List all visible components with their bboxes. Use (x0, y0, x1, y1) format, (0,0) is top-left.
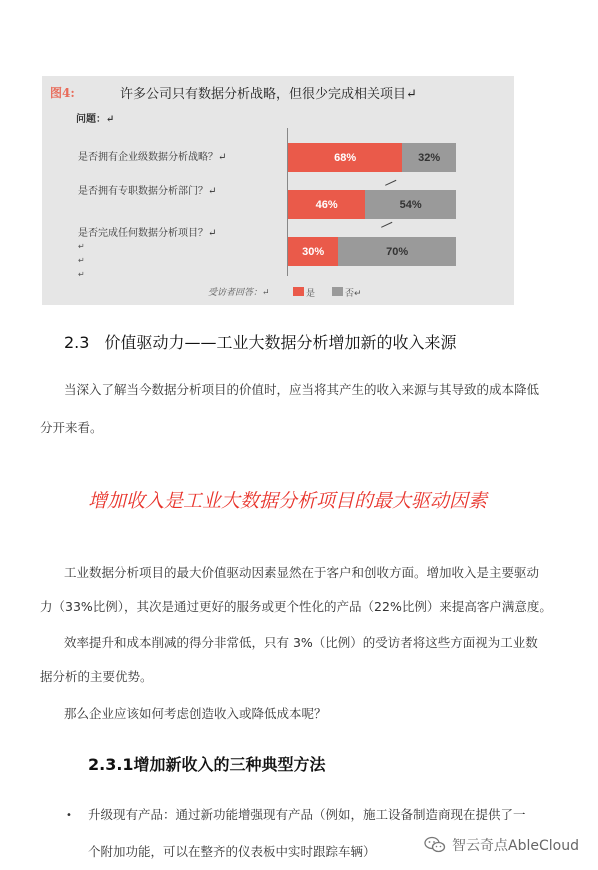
bullet-1-line-2: 个附加功能，可以在整齐的仪表板中实时跟踪车辆） (88, 844, 376, 859)
paragraph-1-line-1: 工业数据分析项目的最大价值驱动因素显然在于客户和创收方面。增加收入是主要驱动 (64, 565, 540, 580)
figure-label: 图4: (50, 86, 75, 100)
empty-mark-1: ↵ (78, 242, 85, 251)
paragraph-3: 那么企业应该如何考虑创造收入或降低成本呢？ (64, 706, 327, 721)
section-number: 2.3 (64, 333, 90, 352)
legend-label-no: 否↵ (345, 289, 362, 299)
figure-title: 许多公司只有数据分析战略，但很少完成相关项目↵ (120, 87, 417, 102)
empty-mark-3: ↵ (78, 270, 85, 279)
bullet-marker: • (66, 810, 72, 821)
bar-yes-2: 46% (288, 190, 365, 219)
legend-swatch-yes (293, 287, 304, 296)
handwritten-mark-2 (381, 222, 395, 233)
empty-mark-2: ↵ (78, 256, 85, 265)
section-title: 价值驱动力——工业大数据分析增加新的收入来源 (104, 333, 457, 352)
bar-no-3: 70% (338, 237, 456, 266)
watermark-text: 智云奇点AbleCloud (452, 838, 579, 854)
legend-swatch-no (332, 287, 343, 296)
legend-prefix: 受访者回答：↵ (208, 288, 270, 298)
survey-figure (42, 76, 514, 305)
bullet-1-line-1: 升级现有产品：通过新功能增强现有产品（例如，施工设备制造商现在提供了一 (88, 807, 526, 822)
highlight-heading: 增加收入是工业大数据分析项目的最大驱动因素 (88, 490, 488, 512)
question-3: 是否完成任何数据分析项目？↵ (78, 228, 217, 239)
paragraph-1-line-2: 力（33%比例），其次是通过更好的服务或更个性化的产品（22%比例）来提高客户满意度。 (40, 599, 552, 614)
wechat-icon (424, 836, 446, 854)
section-heading (64, 330, 457, 353)
intro-line-2: 分开来看。 (40, 420, 103, 435)
watermark (424, 835, 579, 855)
paragraph-2-line-1: 效率提升和成本削减的得分非常低，只有 3%（比例）的受访者将这些方面视为工业数 (64, 635, 538, 650)
bar-no-2: 54% (365, 190, 456, 219)
question-label: 问题：↵ (76, 114, 115, 125)
bar-no-1: 32% (402, 143, 456, 172)
paragraph-2-line-2: 据分析的主要优势。 (40, 669, 153, 684)
bar-yes-1: 68% (288, 143, 402, 172)
intro-line-1: 当深入了解当今数据分析项目的价值时，应当将其产生的收入来源与其导致的成本降低 (64, 382, 540, 397)
question-1: 是否拥有企业级数据分析战略？↵ (78, 152, 227, 163)
legend-label-yes: 是 (306, 289, 316, 299)
subsection-heading: 2.3.1增加新收入的三种典型方法 (88, 755, 326, 774)
question-2: 是否拥有专职数据分析部门？↵ (78, 186, 217, 197)
bar-yes-3: 30% (288, 237, 338, 266)
